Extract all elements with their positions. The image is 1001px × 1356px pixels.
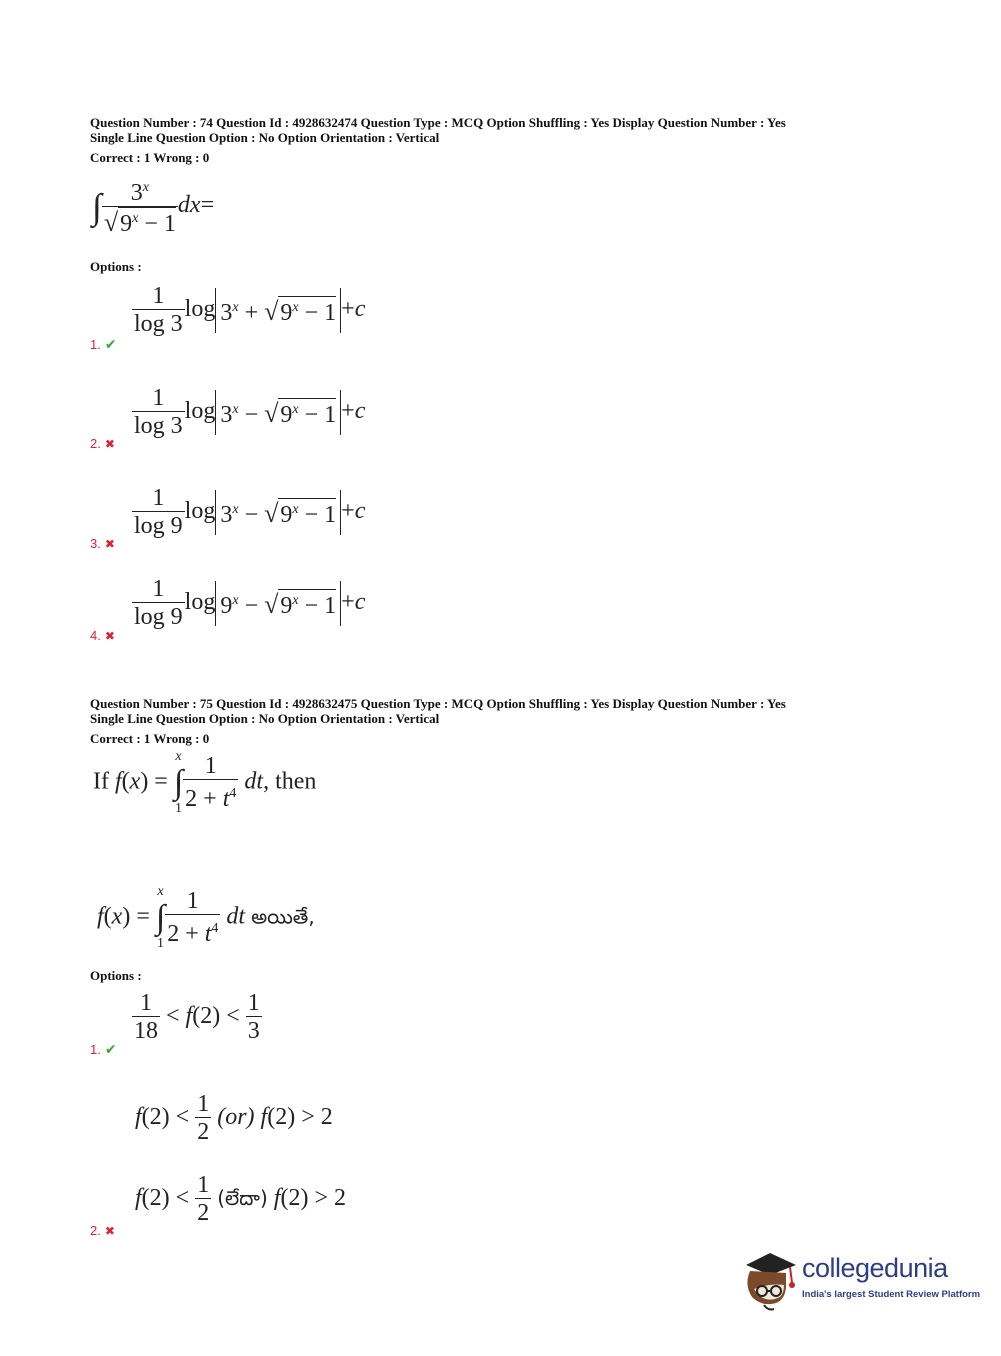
q74-score-line: Correct : 1 Wrong : 0 (90, 150, 210, 165)
check-icon: ✔ (104, 1041, 117, 1057)
q75-meta-line2: Single Line Question Option : No Option Orientation : Vertical (90, 711, 440, 726)
q74-option-3-marker: 3. ✖ (90, 536, 115, 551)
q74-option-4-marker: 4. ✖ (90, 628, 115, 643)
check-icon: ✔ (104, 336, 117, 352)
mascot-icon (740, 1245, 800, 1315)
q74-meta-line1: Question Number : 74 Question Id : 4928632474 Question Type : MCQ Option Shuffling : Yes Display Question Number : Yes (90, 115, 786, 130)
q75-option-1-marker: 1. ✔ (90, 1041, 117, 1057)
q75-stem-english: If f(x) = x ∫ 1 $\frac{1}{2 + t^4}$ dt, then (93, 749, 317, 816)
q75-option-1-formula: $\frac{1}{18}$ < f(2) < $\frac{1}{3}$ (134, 990, 260, 1044)
q74-meta-line2: Single Line Question Option : No Option Orientation : Vertical (90, 130, 440, 145)
q75-option-2-formula-english: f(2) < $\frac{1}{2}$ (or) f(2) > 2 (135, 1091, 333, 1145)
q74-option-1-marker: 1. ✔ (90, 336, 117, 352)
cross-icon: ✖ (104, 437, 115, 451)
q74-options-label: Options : (90, 259, 142, 274)
q74-option-3-formula: $\frac{1}{\log 9}$ $\log 3^x - √9^x - 1 +c$ (134, 485, 366, 539)
q75-stem-telugu: f(x) = x ∫ 1 $\frac{1}{2 + t^4}$ dt అయితే, (97, 884, 315, 951)
cross-icon: ✖ (104, 537, 115, 551)
q74-option-4-formula: $\frac{1}{\log 9}$ $\log 9^x - √9^x - 1 +c$ (134, 576, 366, 630)
q75-option-2-marker: 2. ✖ (90, 1223, 115, 1238)
cross-icon: ✖ (104, 629, 115, 643)
q75-options-label: Options : (90, 968, 142, 983)
collegedunia-logo (740, 1245, 980, 1315)
cross-icon: ✖ (104, 1224, 115, 1238)
q75-option-2-formula-telugu: f(2) < $\frac{1}{2}$ (లేదా) f(2) > 2 (135, 1172, 346, 1226)
q74-option-2-formula: $\frac{1}{\log 3}$ $\log 3^x - √9^x - 1 +c$ (134, 385, 366, 439)
q74-option-1-formula: $\frac{1}{\log 3}$ $\log 3^x + √9^x - 1 +c$ (134, 283, 366, 337)
q75-meta-line1: Question Number : 75 Question Id : 4928632475 Question Type : MCQ Option Shuffling : Yes Display Question Number : Yes (90, 696, 786, 711)
logo-wordmark: collegedunia (802, 1253, 948, 1283)
logo-tagline: India's largest Student Review Platform (802, 1289, 981, 1300)
q75-score-line: Correct : 1 Wrong : 0 (90, 731, 210, 746)
q74-option-2-marker: 2. ✖ (90, 436, 115, 451)
q74-stem-formula: ∫ $\frac{3^x}{√9^x - 1}$ dx= (92, 175, 214, 238)
